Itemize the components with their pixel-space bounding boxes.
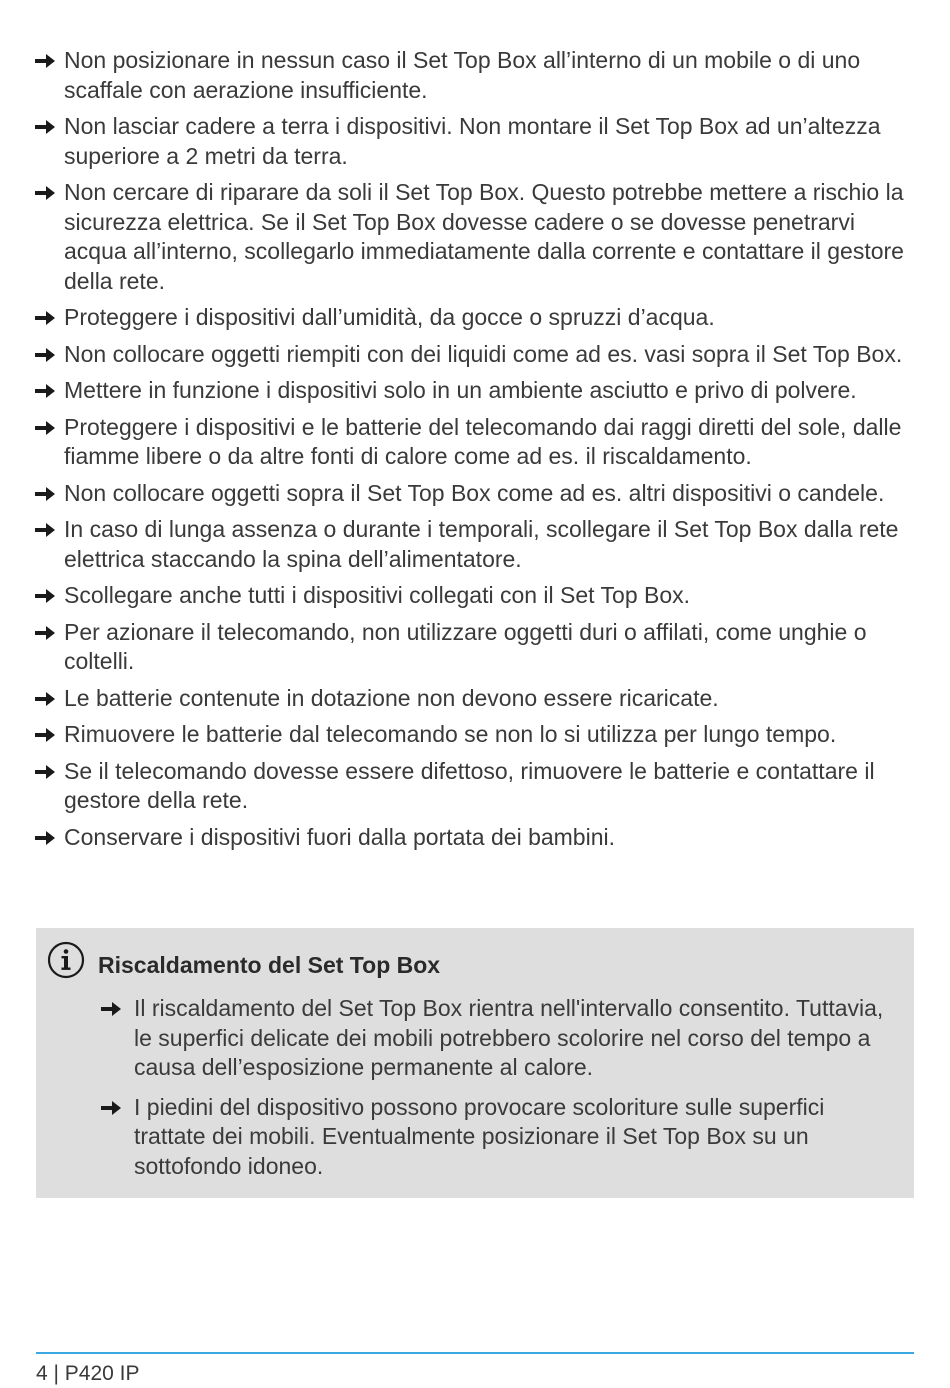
list-item xyxy=(34,757,916,816)
list-item-text: I piedini del dispositivo possono provocare scoloriture sulle superfici trattate dei mobili. Eventualmente posizionare il Set Top Box su un sottofondo idoneo. xyxy=(134,1093,825,1179)
arrow-right-icon xyxy=(34,829,56,847)
arrow-right-icon xyxy=(34,763,56,781)
list-item xyxy=(34,340,916,370)
footer-divider xyxy=(36,1352,914,1354)
arrow-right-icon xyxy=(34,52,56,70)
list-item xyxy=(98,994,888,1083)
arrow-right-icon xyxy=(34,309,56,327)
list-item-text: Scollegare anche tutti i dispositivi collegati con il Set Top Box. xyxy=(64,582,691,608)
info-box-list xyxy=(98,994,888,1191)
list-item-text: Per azionare il telecomando, non utilizzare oggetti duri o affilati, come unghie o coltelli. xyxy=(64,618,867,674)
arrow-right-icon xyxy=(34,382,56,400)
arrow-right-icon xyxy=(34,346,56,364)
info-box xyxy=(36,928,914,1198)
page-number: 4 | P420 IP xyxy=(36,1362,140,1385)
list-item xyxy=(34,581,916,611)
list-item-text: Non collocare oggetti sopra il Set Top Box come ad es. altri dispositivi o candele. xyxy=(64,479,885,506)
list-item xyxy=(34,112,916,171)
list-item xyxy=(34,823,916,853)
list-item-text: Conservare i dispositivi fuori dalla portata dei bambini. xyxy=(64,823,616,850)
list-item xyxy=(34,515,916,574)
arrow-right-icon xyxy=(34,587,56,605)
safety-warnings-list xyxy=(34,46,916,859)
arrow-right-icon xyxy=(34,690,56,708)
arrow-right-icon xyxy=(34,726,56,744)
list-item-text: Non lasciar cadere a terra i dispositivi. Non montare il Set Top Box ad un’altezza superiore a 2 metri da terra. xyxy=(64,113,881,169)
arrow-right-icon xyxy=(100,1099,122,1117)
info-icon xyxy=(46,940,86,980)
list-item xyxy=(34,376,916,406)
list-item xyxy=(34,46,916,105)
list-item xyxy=(34,479,916,509)
list-item xyxy=(98,1093,888,1182)
list-item xyxy=(34,720,916,750)
arrow-right-icon xyxy=(34,624,56,642)
list-item-text: Proteggere i dispositivi e le batterie del telecomando dai raggi diretti del sole, dalle fiamme libere o da altre fonti di calore come ad es. il riscaldamento. xyxy=(64,413,902,469)
list-item xyxy=(34,178,916,296)
list-item-text: Il riscaldamento del Set Top Box rientra nell'intervallo consentito. Tuttavia, le superfici delicate dei mobili potrebbero scolorire nel corso del tempo a causa dell’esposizione permanente al calore. xyxy=(134,995,884,1080)
arrow-right-icon xyxy=(34,521,56,539)
list-item-text: In caso di lunga assenza o durante i temporali, scollegare il Set Top Box dalla rete elettrica staccando la spina dell’alimentatore. xyxy=(64,516,899,572)
list-item-text: Rimuovere le batterie dal telecomando se non lo si utilizza per lungo tempo. xyxy=(64,721,837,747)
list-item-text: Le batterie contenute in dotazione non devono essere ricaricate. xyxy=(64,684,719,711)
list-item-text: Non cercare di riparare da soli il Set Top Box. Questo potrebbe mettere a rischio la sicurezza elettrica. Se il Set Top Box dovesse cadere o se dovesse penetrarvi acqua all’interno, scollegarlo immediatamente dalla corrente e contattare il gestore della rete. xyxy=(64,179,904,294)
list-item xyxy=(34,303,916,333)
list-item-text: Mettere in funzione i dispositivi solo in un ambiente asciutto e privo di polvere. xyxy=(64,377,857,403)
list-item xyxy=(34,618,916,677)
list-item-text: Non posizionare in nessun caso il Set Top Box all’interno di un mobile o di uno scaffale con aerazione insufficiente. xyxy=(64,47,861,103)
arrow-right-icon xyxy=(34,419,56,437)
arrow-right-icon xyxy=(34,485,56,503)
arrow-right-icon xyxy=(34,184,56,202)
list-item xyxy=(34,413,916,472)
list-item-text: Proteggere i dispositivi dall’umidità, da gocce o spruzzi d’acqua. xyxy=(64,304,715,330)
arrow-right-icon xyxy=(34,118,56,136)
info-box-title: Riscaldamento del Set Top Box xyxy=(98,952,441,978)
arrow-right-icon xyxy=(100,1000,122,1018)
list-item-text: Non collocare oggetti riempiti con dei liquidi come ad es. vasi sopra il Set Top Box. xyxy=(64,340,903,367)
list-item-text: Se il telecomando dovesse essere difettoso, rimuovere le batterie e contattare il gestore della rete. xyxy=(64,757,875,813)
list-item xyxy=(34,684,916,714)
